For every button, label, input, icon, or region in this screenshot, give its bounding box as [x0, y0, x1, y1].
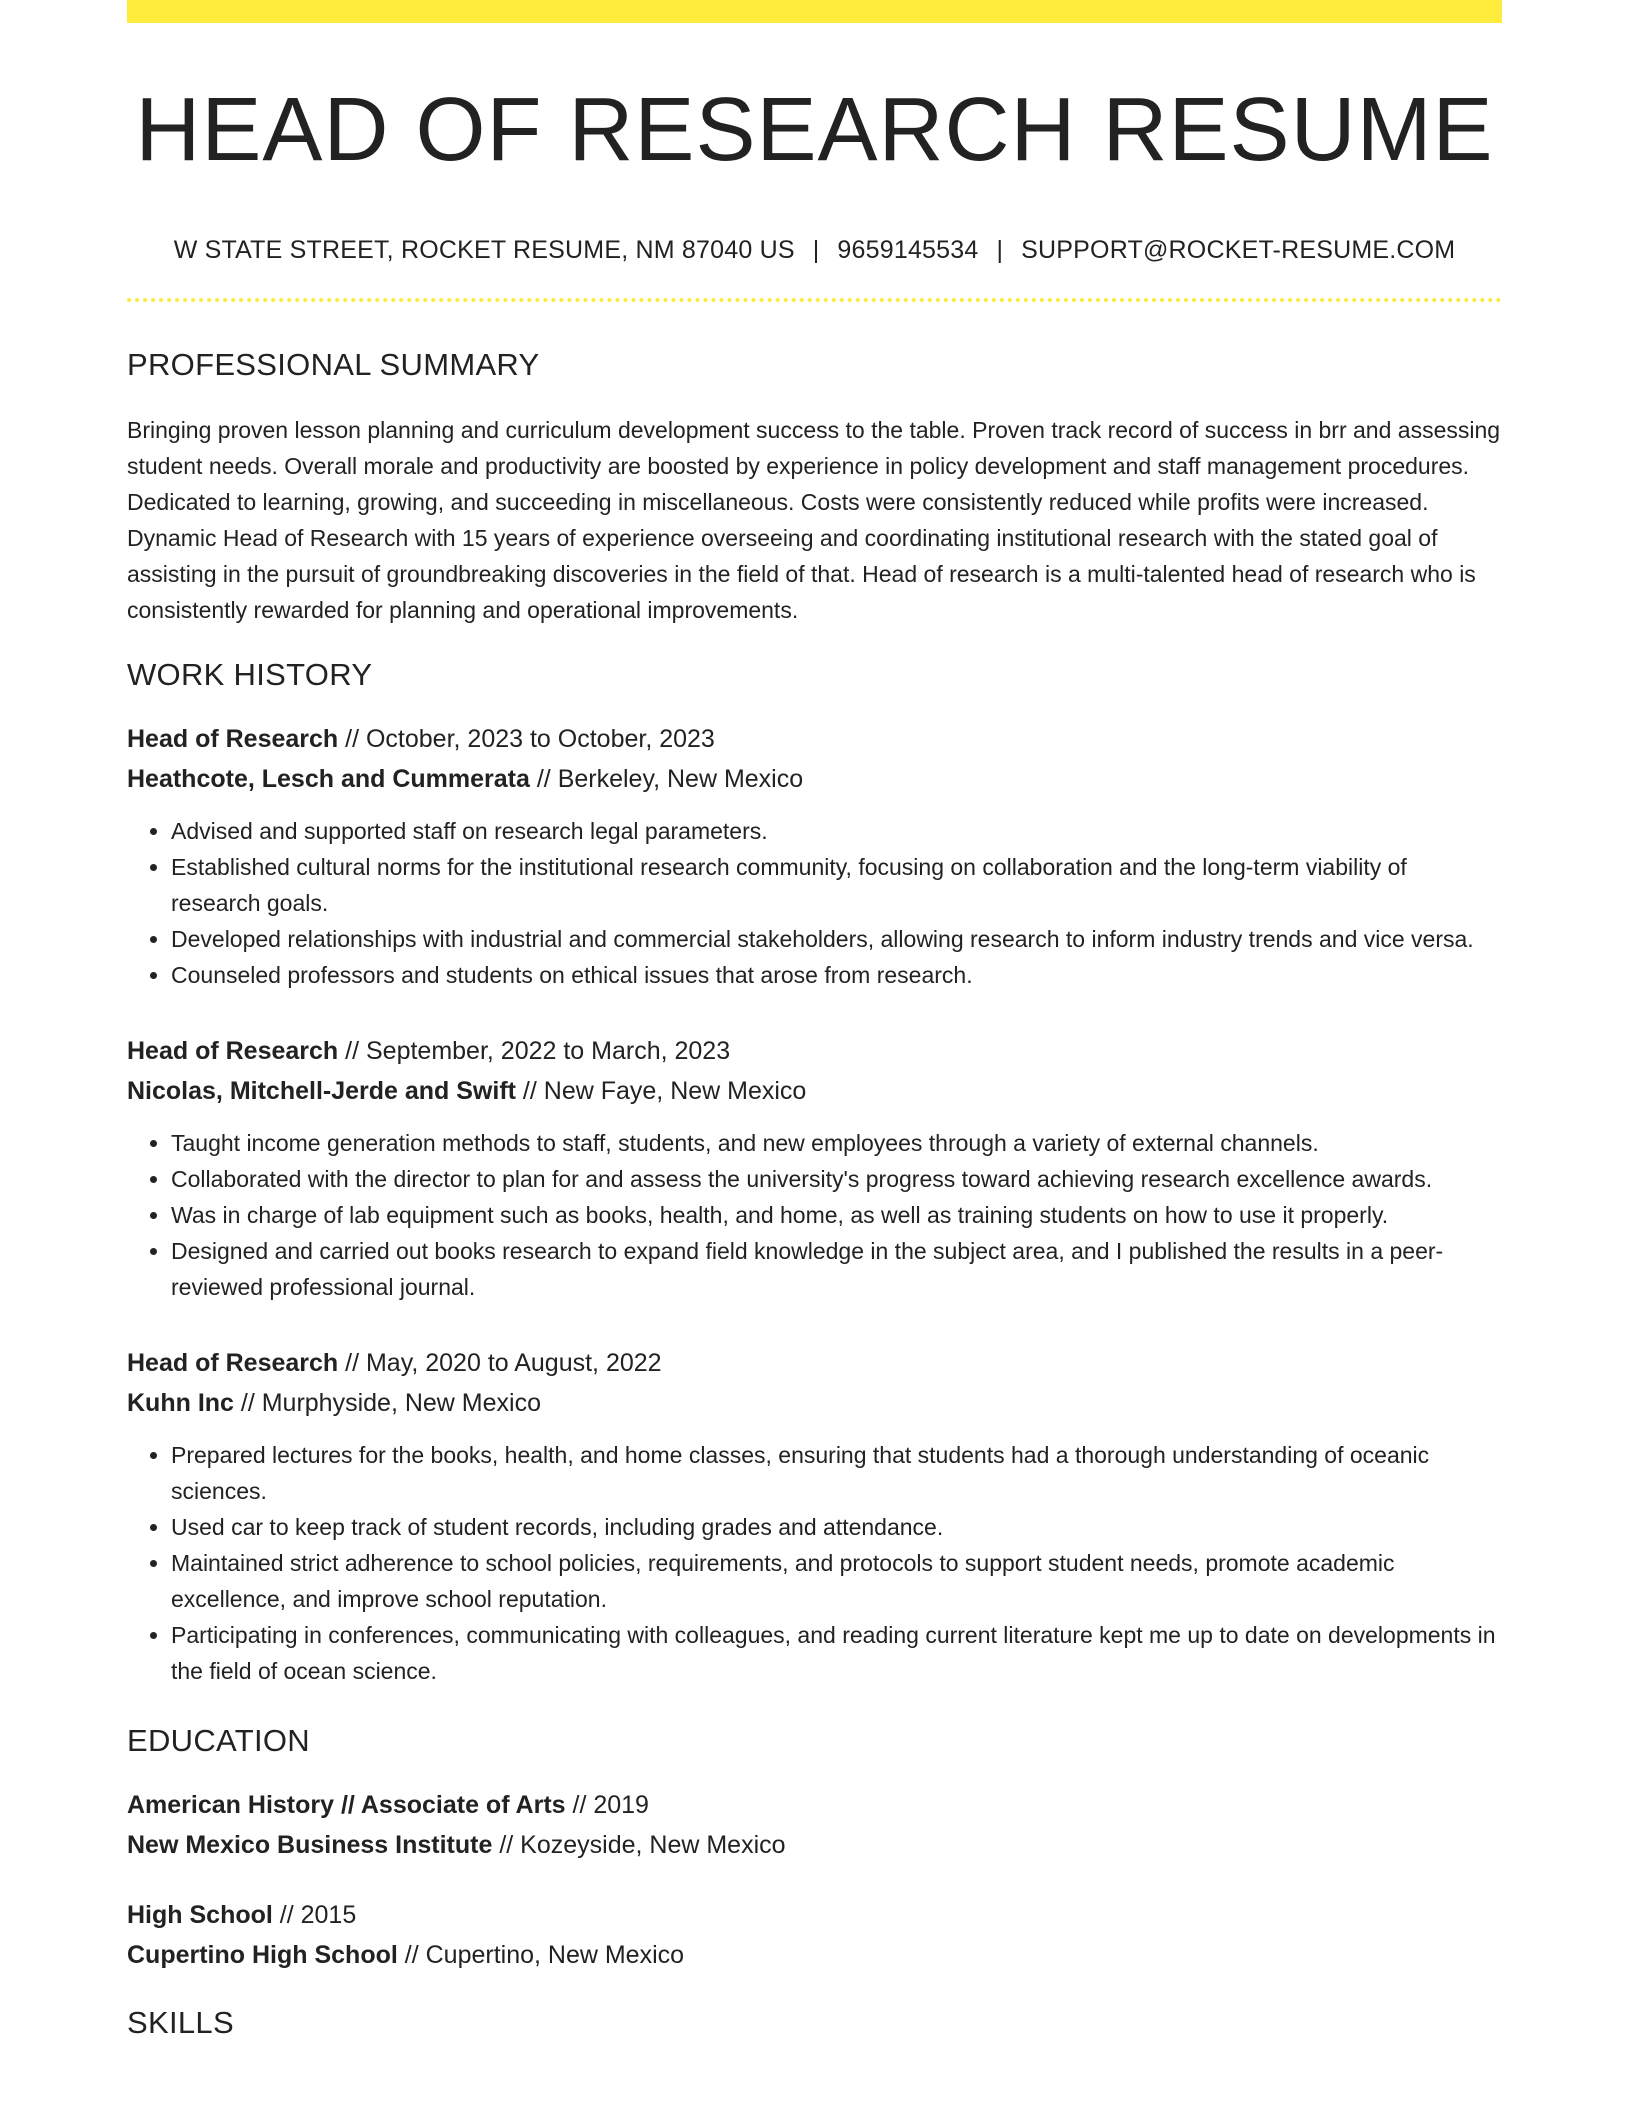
job-title-line: [127, 1343, 1502, 1383]
job-bullet: • Prepared lectures for the books, health, and home classes, ensuring that students had a thorough understanding of oceanic sciences.: [171, 1437, 1502, 1509]
education-degree: High School: [127, 1900, 273, 1929]
education-degree-line: [127, 1895, 1502, 1935]
top-accent-bar: [127, 0, 1502, 23]
education-school: Cupertino High School: [127, 1940, 398, 1969]
section-heading-work-history: WORK HISTORY: [127, 656, 373, 692]
education-entry: [127, 1785, 1502, 1865]
job-bullet: • Maintained strict adherence to school policies, requirements, and protocols to support student needs, promote academic excellence, and improve school reputation.: [171, 1545, 1502, 1617]
job-bullet: • Participating in conferences, communicating with colleagues, and reading current literature kept me up to date on developments in the field of ocean science.: [171, 1617, 1502, 1689]
education-degree: American History // Associate of Arts: [127, 1790, 566, 1819]
education-school-line: [127, 1935, 1502, 1975]
job-dates: // October, 2023 to October, 2023: [338, 724, 715, 753]
education-degree-line: [127, 1785, 1502, 1825]
job-title-line: [127, 1031, 1502, 1071]
contact-email: SUPPORT@ROCKET-RESUME.COM: [1021, 235, 1456, 264]
education-entry: [127, 1895, 1502, 1975]
resume-page: [127, 0, 1502, 2041]
job-bullet: • Collaborated with the director to plan for and assess the university's progress toward achieving research excellence awards.: [171, 1161, 1502, 1197]
job-bullet: • Advised and supported staff on research legal parameters.: [171, 813, 1502, 849]
job-bullet: • Developed relationships with industrial and commercial stakeholders, allowing research to inform industry trends and vice versa.: [171, 921, 1502, 957]
section-heading-summary: PROFESSIONAL SUMMARY: [127, 346, 540, 382]
job-company: Kuhn Inc: [127, 1388, 234, 1417]
job-title: Head of Research: [127, 1036, 339, 1065]
section-heading-education: EDUCATION: [127, 1722, 310, 1758]
education-year: // 2019: [565, 1790, 649, 1819]
job-bullet: • Taught income generation methods to staff, students, and new employees through a variety of external channels.: [171, 1125, 1502, 1161]
job-bullet: • Was in charge of lab equipment such as books, health, and home, as well as training students on how to use it properly.: [171, 1197, 1502, 1233]
job-bullets: [127, 1437, 1502, 1689]
section-heading-skills: SKILLS: [127, 2004, 234, 2040]
job-bullets: [127, 813, 1502, 993]
job-company-line: [127, 759, 1502, 799]
job-company-line: [127, 1383, 1502, 1423]
contact-separator: |: [812, 235, 820, 264]
job-dates: // September, 2022 to March, 2023: [338, 1036, 731, 1065]
resume-title: HEAD OF RESEARCH RESUME: [135, 80, 1494, 180]
job-title-line: [127, 719, 1502, 759]
education-location: // Cupertino, New Mexico: [397, 1940, 685, 1969]
job-bullet: • Used car to keep track of student records, including grades and attendance.: [171, 1509, 1502, 1545]
job-entry: [127, 719, 1502, 993]
education-location: // Kozeyside, New Mexico: [492, 1830, 786, 1859]
education-year: // 2015: [272, 1900, 357, 1929]
job-bullet: • Designed and carried out books research to expand field knowledge in the subject area, and I published the results in a peer-reviewed professional journal.: [171, 1233, 1502, 1305]
summary-paragraph: Bringing proven lesson planning and curriculum development success to the table. Proven track record of success in brr and assessing student needs. Overall morale and productivity are boosted by experience in policy development and staff management procedures. Dedicated to learning, growing, and succeeding in miscellaneous. Costs were consistently reduced while profits were increased. Dynamic Head of Research with 15 years of experience overseeing and coordinating institutional research with the stated goal of assisting in the pursuit of groundbreaking discoveries in the field of that. Head of research is a multi-talented head of research who is consistently rewarded for planning and operational improvements.: [127, 416, 1501, 623]
job-title: Head of Research: [127, 724, 339, 753]
contact-phone: 9659145534: [837, 235, 979, 264]
dotted-divider: [127, 298, 1502, 302]
job-location: // Murphyside, New Mexico: [233, 1388, 541, 1417]
contact-address: W STATE STREET, ROCKET RESUME, NM 87040 US: [173, 235, 795, 264]
job-company: Nicolas, Mitchell-Jerde and Swift: [127, 1076, 516, 1105]
job-title: Head of Research: [127, 1348, 339, 1377]
job-location: // Berkeley, New Mexico: [529, 764, 804, 793]
education-school: New Mexico Business Institute: [127, 1830, 493, 1859]
job-location: // New Faye, New Mexico: [515, 1076, 807, 1105]
job-company-line: [127, 1071, 1502, 1111]
contact-line: [127, 236, 1502, 265]
job-company: Heathcote, Lesch and Cummerata: [127, 764, 530, 793]
job-bullet: • Counseled professors and students on ethical issues that arose from research.: [171, 957, 1502, 993]
job-bullets: [127, 1125, 1502, 1305]
job-entry: [127, 1031, 1502, 1305]
job-bullet: • Established cultural norms for the institutional research community, focusing on collaboration and the long-term viability of research goals.: [171, 849, 1502, 921]
education-school-line: [127, 1825, 1502, 1865]
job-entry: [127, 1343, 1502, 1689]
contact-separator: |: [996, 235, 1004, 264]
job-dates: // May, 2020 to August, 2022: [338, 1348, 662, 1377]
